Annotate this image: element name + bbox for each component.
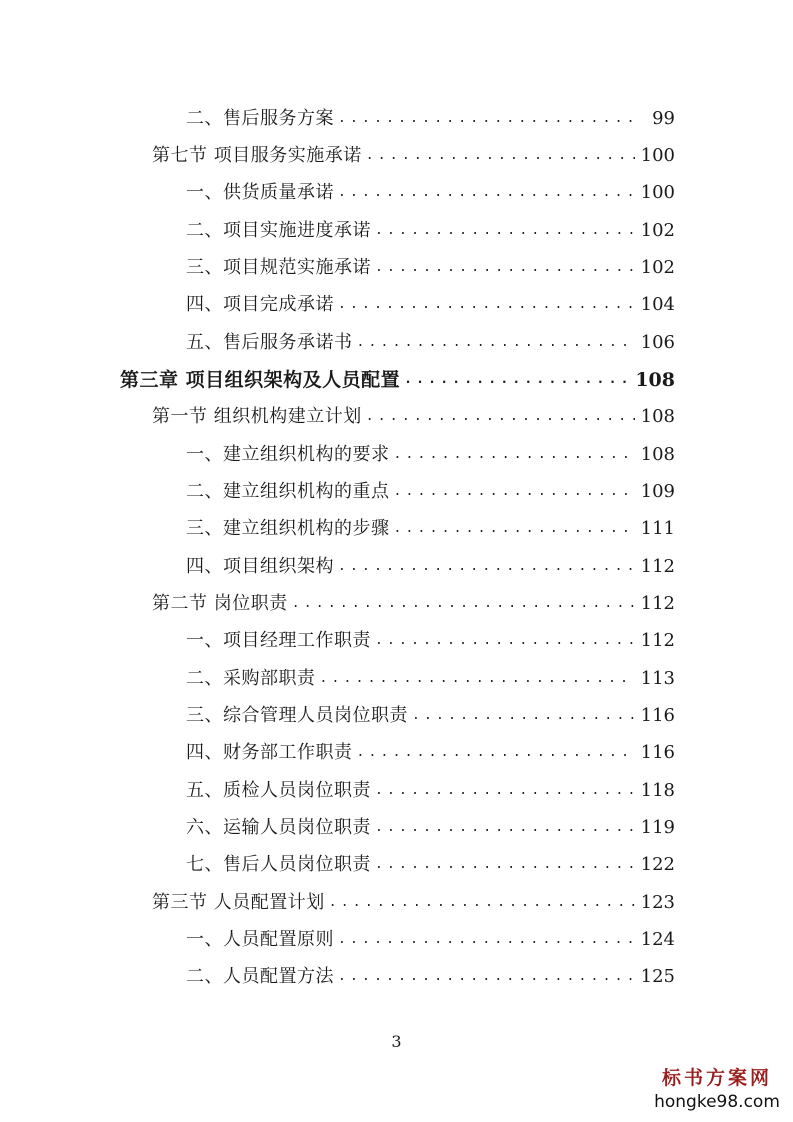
dot-leader	[366, 402, 635, 432]
dot-leader	[338, 178, 635, 208]
toc-entry-title: 四、项目完成承诺	[186, 294, 334, 315]
toc-entry-title: 三、项目规范实施承诺	[186, 257, 371, 278]
toc-entry[interactable]	[152, 589, 675, 619]
toc-entry-title: 一、项目经理工作职责	[186, 630, 371, 651]
toc-entry-title: 二、售后服务方案	[186, 108, 334, 129]
dot-leader	[375, 626, 635, 656]
toc-entry-page: 112	[640, 556, 675, 577]
toc-entry-page: 109	[640, 481, 675, 502]
toc-entry-page: 118	[640, 780, 675, 801]
dot-leader	[338, 104, 639, 134]
dot-leader	[338, 552, 635, 582]
toc-entry[interactable]	[186, 477, 675, 507]
dot-leader	[366, 141, 635, 171]
dot-leader	[412, 701, 635, 731]
toc-entry-title: 一、建立组织机构的要求	[186, 444, 390, 465]
toc-entry[interactable]	[186, 253, 675, 283]
toc-entry-title: 二、项目实施进度承诺	[186, 220, 371, 241]
toc-entry-title: 六、运输人员岗位职责	[186, 817, 371, 838]
toc-entry-page: 99	[652, 108, 675, 129]
dot-leader	[394, 514, 635, 544]
toc-entry[interactable]	[152, 888, 675, 918]
toc-entry-title: 七、售后人员岗位职责	[186, 854, 371, 875]
toc-entry[interactable]	[186, 216, 675, 246]
site-watermark	[653, 1066, 781, 1114]
toc-entry[interactable]	[186, 104, 675, 134]
toc-entry[interactable]	[186, 776, 675, 806]
toc-entry[interactable]	[186, 328, 675, 358]
toc-entry-page: 119	[640, 817, 675, 838]
toc-entry-title: 第一节 组织机构建立计划	[152, 406, 362, 427]
watermark-site-url: hongke98.com	[654, 1092, 780, 1112]
toc-entry-page: 112	[640, 593, 675, 614]
watermark-brand-name: 标书方案网	[661, 1067, 772, 1089]
toc-entry[interactable]	[186, 514, 675, 544]
dot-leader	[320, 664, 635, 694]
dot-leader	[338, 962, 635, 992]
toc-entry-page: 100	[640, 182, 675, 203]
toc-entry-page: 124	[640, 929, 675, 950]
page-number: 3	[391, 1032, 402, 1051]
toc-entry[interactable]	[186, 626, 675, 656]
toc-entry-title: 第三节 人员配置计划	[152, 892, 325, 913]
toc-entry-title: 一、供货质量承诺	[186, 182, 334, 203]
dot-leader	[375, 850, 635, 880]
toc-entry-title: 第七节 项目服务实施承诺	[152, 145, 362, 166]
toc-entry[interactable]	[186, 962, 675, 992]
dot-leader	[375, 216, 635, 246]
toc-entry[interactable]	[186, 552, 675, 582]
dot-leader	[357, 738, 635, 768]
toc-entry-page: 102	[640, 220, 675, 241]
toc-entry[interactable]	[186, 701, 675, 731]
toc-entry[interactable]	[186, 664, 675, 694]
toc-entry[interactable]	[186, 813, 675, 843]
dot-leader	[329, 888, 635, 918]
toc-entry-page: 112	[640, 630, 675, 651]
toc-entry-title: 二、建立组织机构的重点	[186, 481, 390, 502]
toc-entry-page: 100	[640, 145, 675, 166]
toc-entry-page: 123	[640, 892, 675, 913]
dot-leader	[338, 290, 635, 320]
dot-leader	[357, 328, 635, 358]
toc-entry-title: 五、质检人员岗位职责	[186, 780, 371, 801]
dot-leader	[338, 925, 635, 955]
toc-entry-page: 108	[635, 369, 675, 391]
dot-leader	[375, 813, 635, 843]
toc-entry-page: 122	[640, 854, 675, 875]
toc-entry[interactable]	[186, 738, 675, 768]
toc-entry[interactable]	[152, 141, 675, 171]
toc-entry[interactable]	[186, 290, 675, 320]
toc-chapter-entry[interactable]	[120, 365, 675, 395]
toc-entry-page: 113	[640, 668, 675, 689]
dot-leader	[404, 365, 629, 395]
toc-entry-page: 106	[640, 332, 675, 353]
toc-entry-page: 102	[640, 257, 675, 278]
toc-entry-page: 125	[640, 966, 675, 987]
toc-entry-title: 一、人员配置原则	[186, 929, 334, 950]
toc-entry-title: 第二节 岗位职责	[152, 593, 288, 614]
toc-entry-page: 111	[640, 518, 675, 539]
dot-leader	[394, 477, 635, 507]
toc-entry-title: 第三章 项目组织架构及人员配置	[120, 369, 401, 391]
toc-entry-page: 104	[640, 294, 675, 315]
toc-entry-title: 二、人员配置方法	[186, 966, 334, 987]
dot-leader	[292, 589, 635, 619]
toc-entry[interactable]	[186, 850, 675, 880]
toc-entry[interactable]	[186, 925, 675, 955]
toc-entry-page: 116	[640, 742, 675, 763]
toc-entry-title: 三、建立组织机构的步骤	[186, 518, 390, 539]
toc-entry[interactable]	[186, 440, 675, 470]
dot-leader	[375, 253, 635, 283]
toc-entry-title: 四、财务部工作职责	[186, 742, 353, 763]
toc-entry[interactable]	[152, 402, 675, 432]
dot-leader	[394, 440, 635, 470]
toc-entry-page: 116	[640, 705, 675, 726]
toc-entry-page: 108	[640, 406, 675, 427]
toc-entry-title: 五、售后服务承诺书	[186, 332, 353, 353]
toc-entry-title: 三、综合管理人员岗位职责	[186, 705, 408, 726]
toc-entry-title: 二、采购部职责	[186, 668, 316, 689]
toc-entry[interactable]	[186, 178, 675, 208]
dot-leader	[375, 776, 635, 806]
toc-entry-page: 108	[640, 444, 675, 465]
toc-entry-title: 四、项目组织架构	[186, 556, 334, 577]
